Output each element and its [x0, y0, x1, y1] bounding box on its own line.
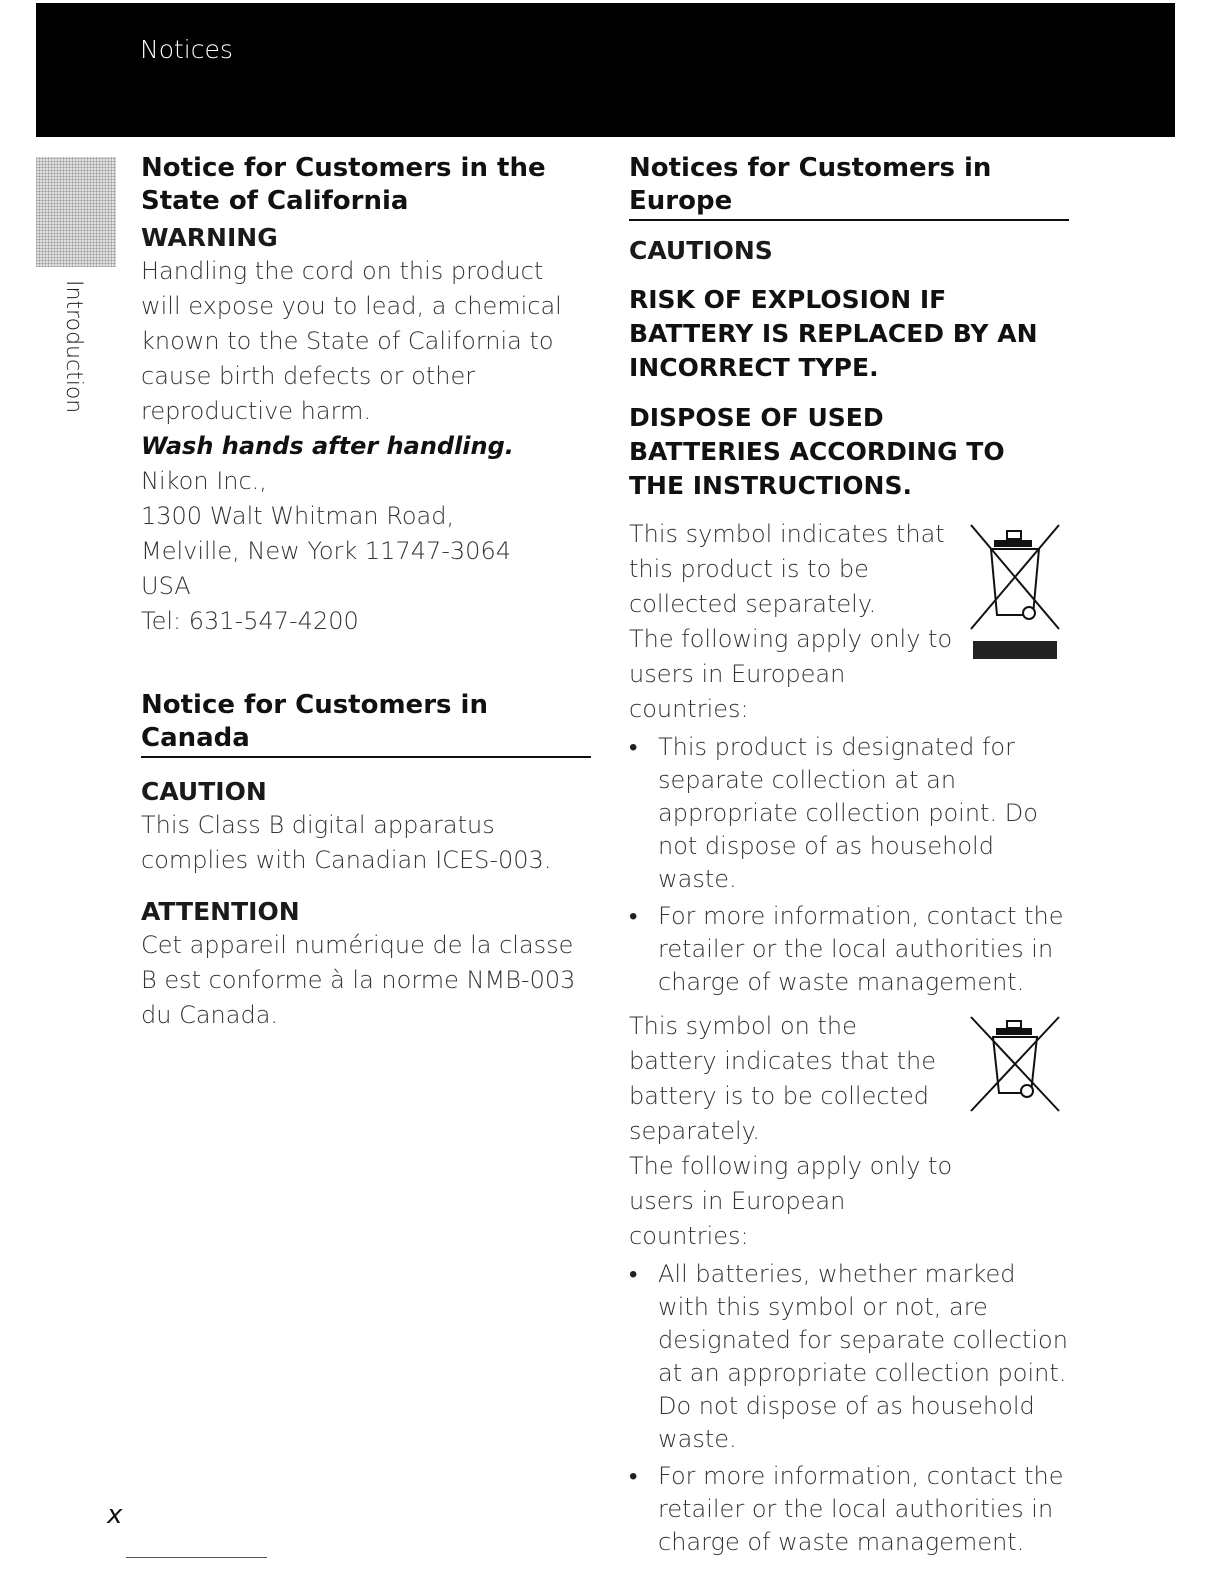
product-apply-text: The following apply only to users in European countries:	[629, 625, 953, 723]
europe-title: Notices for Customers in Europe	[629, 152, 1069, 221]
california-notice	[141, 152, 591, 639]
side-tab-text: Introduction	[61, 280, 86, 414]
attention-text: Cet appareil numérique de la classe B est conforme à la norme NMB-003 du Canada.	[141, 931, 576, 1029]
side-tab-label	[60, 280, 90, 414]
side-tab-marker	[36, 157, 116, 267]
battery-bullet-list	[629, 1258, 1069, 1559]
address-line: Nikon Inc.,	[141, 467, 267, 495]
list-item: • For more information, contact the retailer or the local authorities in charge of waste management.	[629, 900, 1069, 999]
california-title: Notice for Customers in the State of California	[141, 153, 546, 216]
crossed-out-wheelie-bin-icon	[967, 521, 1063, 665]
cautions-heading: CAUTIONS	[629, 236, 773, 265]
explosion-warning: RISK OF EXPLOSION IF BATTERY IS REPLACED BY AN INCORRECT TYPE.	[629, 285, 1038, 382]
battery-symbol-text: This symbol on the battery indicates that the battery is to be collected separately.	[629, 1012, 936, 1145]
caution-text: This Class B digital apparatus complies with Canadian ICES-003.	[141, 811, 552, 874]
address-line: USA	[141, 572, 191, 600]
attention-heading: ATTENTION	[141, 897, 300, 926]
address-line: Melville, New York 11747-3064	[141, 537, 511, 565]
address-line: 1300 Walt Whitman Road,	[141, 502, 455, 530]
product-bullet-list	[629, 731, 1069, 999]
battery-symbol-block	[629, 1009, 1069, 1559]
header-title: Notices	[140, 35, 233, 64]
warning-text: Handling the cord on this product will expose you to lead, a chemical known to the State of California to cause birth defects or other reproductive harm.	[141, 257, 562, 425]
address-block	[141, 464, 591, 639]
page-header	[36, 3, 1175, 137]
footer-divider	[126, 1557, 267, 1558]
warning-heading: WARNING	[141, 223, 278, 252]
product-symbol-block	[629, 517, 1069, 999]
list-item: • This product is designated for separate collection at an appropriate collection point. Do not dispose of as household waste.	[629, 731, 1069, 896]
list-item: • For more information, contact the retailer or the local authorities in charge of waste management.	[629, 1460, 1069, 1559]
right-column	[629, 150, 1069, 1559]
page-number: x	[107, 1500, 123, 1530]
list-item: • All batteries, whether marked with this symbol or not, are designated for separate collection at an appropriate collection point. Do not dispose of as household waste.	[629, 1258, 1069, 1456]
battery-apply-text: The following apply only to users in European countries:	[629, 1152, 953, 1250]
left-column	[141, 150, 591, 1033]
dispose-warning: DISPOSE OF USED BATTERIES ACCORDING TO THE INSTRUCTIONS.	[629, 403, 1005, 500]
wash-hands-text: Wash hands after handling.	[141, 432, 514, 460]
canada-notice	[141, 689, 591, 1033]
address-line: Tel: 631-547-4200	[141, 607, 359, 635]
caution-heading: CAUTION	[141, 777, 267, 806]
product-symbol-text: This symbol indicates that this product is to be collected separately.	[629, 520, 945, 618]
crossed-out-wheelie-bin-icon	[967, 1015, 1063, 1119]
canada-title: Notice for Customers in Canada	[141, 689, 591, 758]
